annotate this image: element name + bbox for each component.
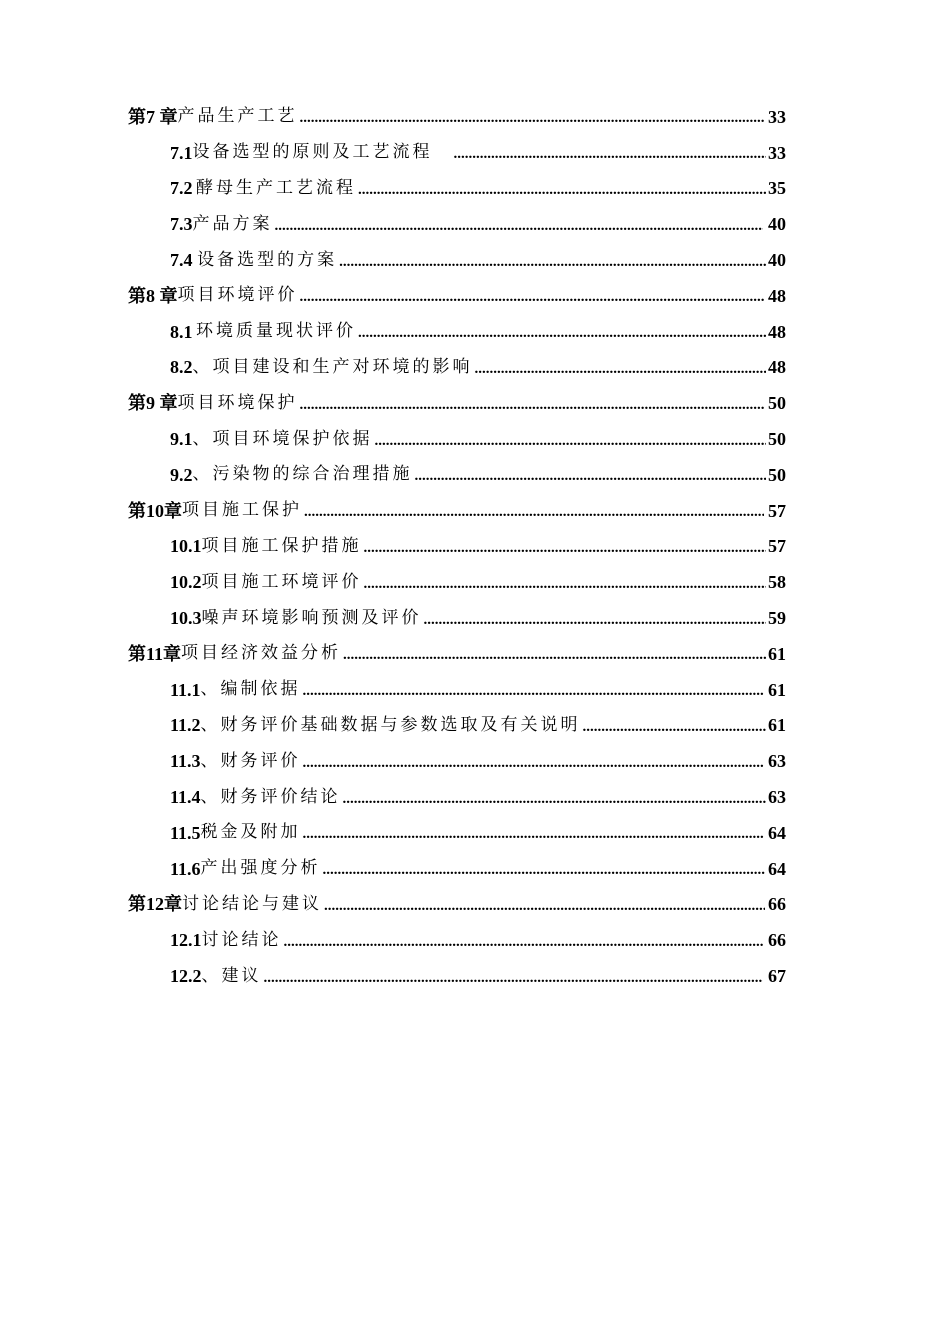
toc-leader <box>475 362 767 377</box>
toc-title: 、财务评价 <box>200 750 301 771</box>
toc-number: 第12章 <box>128 894 182 915</box>
toc-entry[interactable] <box>0 851 950 887</box>
toc-entry[interactable] <box>0 564 950 600</box>
toc-entry[interactable] <box>0 958 950 994</box>
toc-leader <box>303 827 765 842</box>
toc-leader <box>583 720 766 735</box>
toc-leader <box>284 935 764 950</box>
toc-leader <box>300 398 765 413</box>
toc-page: 59 <box>768 608 786 629</box>
toc-entry[interactable] <box>0 457 950 493</box>
toc-page: 58 <box>768 572 786 593</box>
toc-page: 63 <box>768 751 786 772</box>
toc-page: 64 <box>768 858 786 879</box>
toc-number: 10.1 <box>170 536 202 557</box>
toc-entry[interactable] <box>0 99 950 135</box>
toc-entry[interactable] <box>0 242 950 278</box>
toc-number: 9.2 <box>170 464 193 485</box>
toc-entry[interactable] <box>0 529 950 565</box>
toc-number: 11.3 <box>170 751 201 772</box>
toc-title: 产品生产工艺 <box>177 106 298 127</box>
toc-number: 12.2 <box>170 966 202 987</box>
toc-leader <box>303 684 765 699</box>
toc-number: 第7 章 <box>128 106 178 127</box>
toc-leader <box>339 255 766 270</box>
toc-leader <box>264 971 763 986</box>
toc-title: 、污染物的综合治理措施 <box>192 464 413 485</box>
toc-entry[interactable] <box>0 636 950 672</box>
toc-leader <box>358 183 766 198</box>
toc-title: 酵母生产工艺流程 <box>195 177 356 198</box>
toc-title: 、财务评价基础数据与参数选取及有关说明 <box>200 714 581 735</box>
toc-title: 讨论结论与建议 <box>182 893 322 914</box>
toc-leader <box>275 219 764 234</box>
toc-leader <box>343 648 766 663</box>
toc-entry[interactable] <box>0 385 950 421</box>
toc-entry[interactable] <box>0 708 950 744</box>
toc-title: 税金及附加 <box>200 822 301 843</box>
toc-page: 57 <box>768 500 786 521</box>
toc-number: 第9 章 <box>128 393 178 414</box>
toc-page: 33 <box>768 142 786 163</box>
toc-title: 噪声环境影响预测及评价 <box>201 607 422 628</box>
toc-number: 8.2 <box>170 357 193 378</box>
toc-page: 61 <box>768 679 786 700</box>
toc-number: 8.1 <box>170 321 193 342</box>
toc-page: 33 <box>768 106 786 127</box>
toc-leader <box>300 290 765 305</box>
toc-title: 项目施工保护 <box>182 500 302 521</box>
toc-title: 、建议 <box>201 965 262 986</box>
toc-number: 11.5 <box>170 822 201 843</box>
toc-title: 、财务评价结论 <box>200 786 341 807</box>
toc-page: 61 <box>768 715 786 736</box>
toc-title: 、项目建设和生产对环境的影响 <box>192 356 473 377</box>
toc-page: 61 <box>768 643 786 664</box>
toc-entry[interactable] <box>0 600 950 636</box>
toc-title: 产品方案 <box>192 213 273 234</box>
toc-number: 7.3 <box>170 214 193 235</box>
toc-title: 设备选型的原则及工艺流程 <box>192 142 433 163</box>
toc-page: 50 <box>768 464 786 485</box>
toc-entry[interactable] <box>0 493 950 529</box>
table-of-contents <box>0 99 950 994</box>
toc-number: 11.1 <box>170 679 201 700</box>
toc-title: 、编制依据 <box>200 679 301 700</box>
toc-leader <box>453 147 766 162</box>
toc-number: 第10章 <box>128 500 182 521</box>
toc-number: 7.1 <box>170 142 193 163</box>
toc-page: 48 <box>768 357 786 378</box>
toc-number: 12.1 <box>170 930 202 951</box>
toc-entry[interactable] <box>0 135 950 171</box>
toc-page: 35 <box>768 178 786 199</box>
toc-entry[interactable] <box>0 278 950 314</box>
toc-entry[interactable] <box>0 314 950 350</box>
toc-page: 66 <box>768 930 786 951</box>
toc-leader <box>300 111 765 126</box>
toc-number: 9.1 <box>170 429 193 450</box>
toc-title: 、项目环境保护依据 <box>192 428 373 449</box>
toc-entry[interactable] <box>0 815 950 851</box>
toc-page: 66 <box>768 894 786 915</box>
toc-entry[interactable] <box>0 350 950 386</box>
toc-page: 48 <box>768 321 786 342</box>
toc-entry[interactable] <box>0 922 950 958</box>
toc-entry[interactable] <box>0 672 950 708</box>
toc-page: 50 <box>768 429 786 450</box>
toc-entry[interactable] <box>0 421 950 457</box>
toc-leader <box>324 899 765 914</box>
toc-number: 11.6 <box>170 858 201 879</box>
toc-title: 环境质量现状评价 <box>195 321 356 342</box>
toc-title: 产出强度分析 <box>200 858 321 879</box>
toc-page: 50 <box>768 393 786 414</box>
toc-entry[interactable] <box>0 206 950 242</box>
toc-number: 11.4 <box>170 787 201 808</box>
toc-number: 7.2 <box>170 178 193 199</box>
toc-title: 设备选型的方案 <box>197 249 338 270</box>
toc-title: 项目环境评价 <box>177 285 298 306</box>
toc-title: 项目环境保护 <box>177 392 298 413</box>
toc-leader <box>424 613 767 628</box>
toc-entry[interactable] <box>0 887 950 923</box>
toc-leader <box>303 756 765 771</box>
toc-number: 7.4 <box>170 250 193 271</box>
toc-page: 40 <box>768 250 786 271</box>
toc-number: 第11章 <box>128 643 182 664</box>
toc-leader <box>415 469 767 484</box>
toc-page: 64 <box>768 822 786 843</box>
toc-title: 项目经济效益分析 <box>181 643 342 664</box>
toc-leader <box>323 863 766 878</box>
toc-title: 项目施工环境评价 <box>201 571 362 592</box>
toc-leader <box>364 541 767 556</box>
toc-number: 10.2 <box>170 572 202 593</box>
toc-leader <box>343 792 766 807</box>
toc-page: 67 <box>768 966 786 987</box>
toc-page: 40 <box>768 214 786 235</box>
toc-leader <box>364 577 767 592</box>
toc-page: 57 <box>768 536 786 557</box>
toc-number: 第8 章 <box>128 285 178 306</box>
toc-leader <box>358 326 766 341</box>
toc-number: 10.3 <box>170 608 202 629</box>
toc-leader <box>375 434 767 449</box>
toc-page: 63 <box>768 787 786 808</box>
toc-title: 项目施工保护措施 <box>201 535 362 556</box>
toc-title: 讨论结论 <box>201 929 282 950</box>
toc-entry[interactable] <box>0 779 950 815</box>
toc-entry[interactable] <box>0 171 950 207</box>
toc-number: 11.2 <box>170 715 201 736</box>
toc-leader <box>304 505 764 520</box>
toc-page: 48 <box>768 285 786 306</box>
toc-entry[interactable] <box>0 743 950 779</box>
